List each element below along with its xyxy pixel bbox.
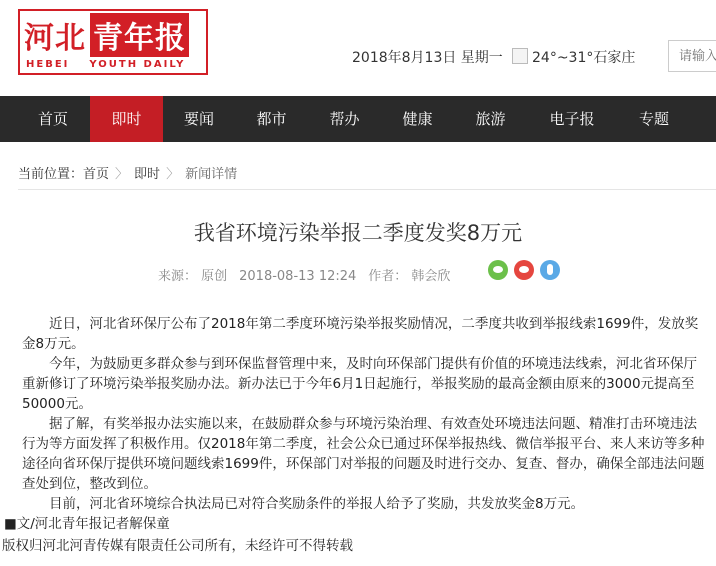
breadcrumb-prefix: 当前位置： [18, 167, 84, 182]
weibo-share-icon[interactable] [514, 260, 534, 280]
breadcrumb-separator: 〉 [115, 167, 129, 182]
article-body [2, 314, 710, 554]
article-copyright: 版权归河北河青传媒有限责任公司所有，未经许可不得转载 [2, 538, 353, 554]
weather-icon [512, 48, 528, 64]
article-byline: ■文/河北青年报记者解保童 [4, 516, 170, 532]
article-meta [158, 265, 462, 284]
article-paragraph: 近日，河北省环保厅公布了2018年第二季度环境污染举报奖励情况，二季度共收到举报线索1699件，发放奖金8万元。 [22, 316, 699, 352]
logo-english: HEBEI YOUTH DAILY [26, 59, 186, 70]
article-source: 来源： 原创 [158, 269, 228, 284]
nav-item-home[interactable]: 首页 [37, 110, 68, 128]
breadcrumb-instant[interactable]: 即时 [134, 167, 161, 182]
site-logo[interactable] [18, 9, 208, 75]
divider [18, 189, 716, 190]
breadcrumb [18, 163, 237, 182]
article-paragraph: 今年，为鼓励更多群众参与到环保监督管理中来，及时向环保部门提供有价值的环境违法线索，河北省环保厅重新修订了环境污染举报奖励办法。新办法已于今年6月1日起施行，举报奖励的最高金额由原来的3000元提高至50000元。 [22, 356, 697, 412]
nav-item-topics[interactable]: 专题 [638, 110, 669, 128]
logo-chinese: 河北 青年报 [24, 13, 189, 57]
nav-item-help[interactable]: 帮办 [329, 110, 360, 128]
weather-info [512, 47, 635, 67]
nav-item-city[interactable]: 都市 [256, 110, 287, 128]
article-paragraph: 据了解，有奖举报办法实施以来，在鼓励群众参与环境污染治理、有效查处环境违法问题、精准打击环境违法行为等方面发挥了积极作用。仅2018年第二季度，社会公众已通过环保举报热线、微信举报平台、来人来访等多种途径向省环保厅提供环境问题线索1699件，环保部门对举报的问题及时进行交办、复查、督办，确保全部违法问题查处到位，整改到位。 [22, 416, 705, 492]
main-nav [0, 96, 716, 142]
article-paragraph: 目前，河北省环境综合执法局已对符合奖励条件的举报人给予了奖励，共发放奖金8万元。 [49, 496, 585, 512]
weather-text: 24°~31°石家庄 [532, 50, 636, 66]
article-title: 我省环境污染举报二季度发奖8万元 [193, 221, 523, 245]
nav-item-health[interactable]: 健康 [402, 110, 433, 128]
nav-item-instant[interactable]: 即时 [90, 96, 163, 142]
search-input[interactable] [668, 40, 716, 72]
breadcrumb-home[interactable]: 首页 [83, 167, 110, 182]
breadcrumb-current: 新闻详情 [185, 167, 238, 182]
breadcrumb-separator: 〉 [166, 167, 180, 182]
article-datetime: 2018-08-13 12:24 [239, 269, 357, 284]
current-date: 2018年8月13日 星期一 [352, 50, 503, 66]
article-author: 作者： 韩会欣 [368, 269, 451, 284]
nav-item-epaper[interactable]: 电子报 [549, 110, 595, 128]
wechat-share-icon[interactable] [488, 260, 508, 280]
nav-item-news[interactable]: 要闻 [183, 110, 214, 128]
qzone-share-icon[interactable] [540, 260, 560, 280]
nav-item-travel[interactable]: 旅游 [475, 110, 506, 128]
